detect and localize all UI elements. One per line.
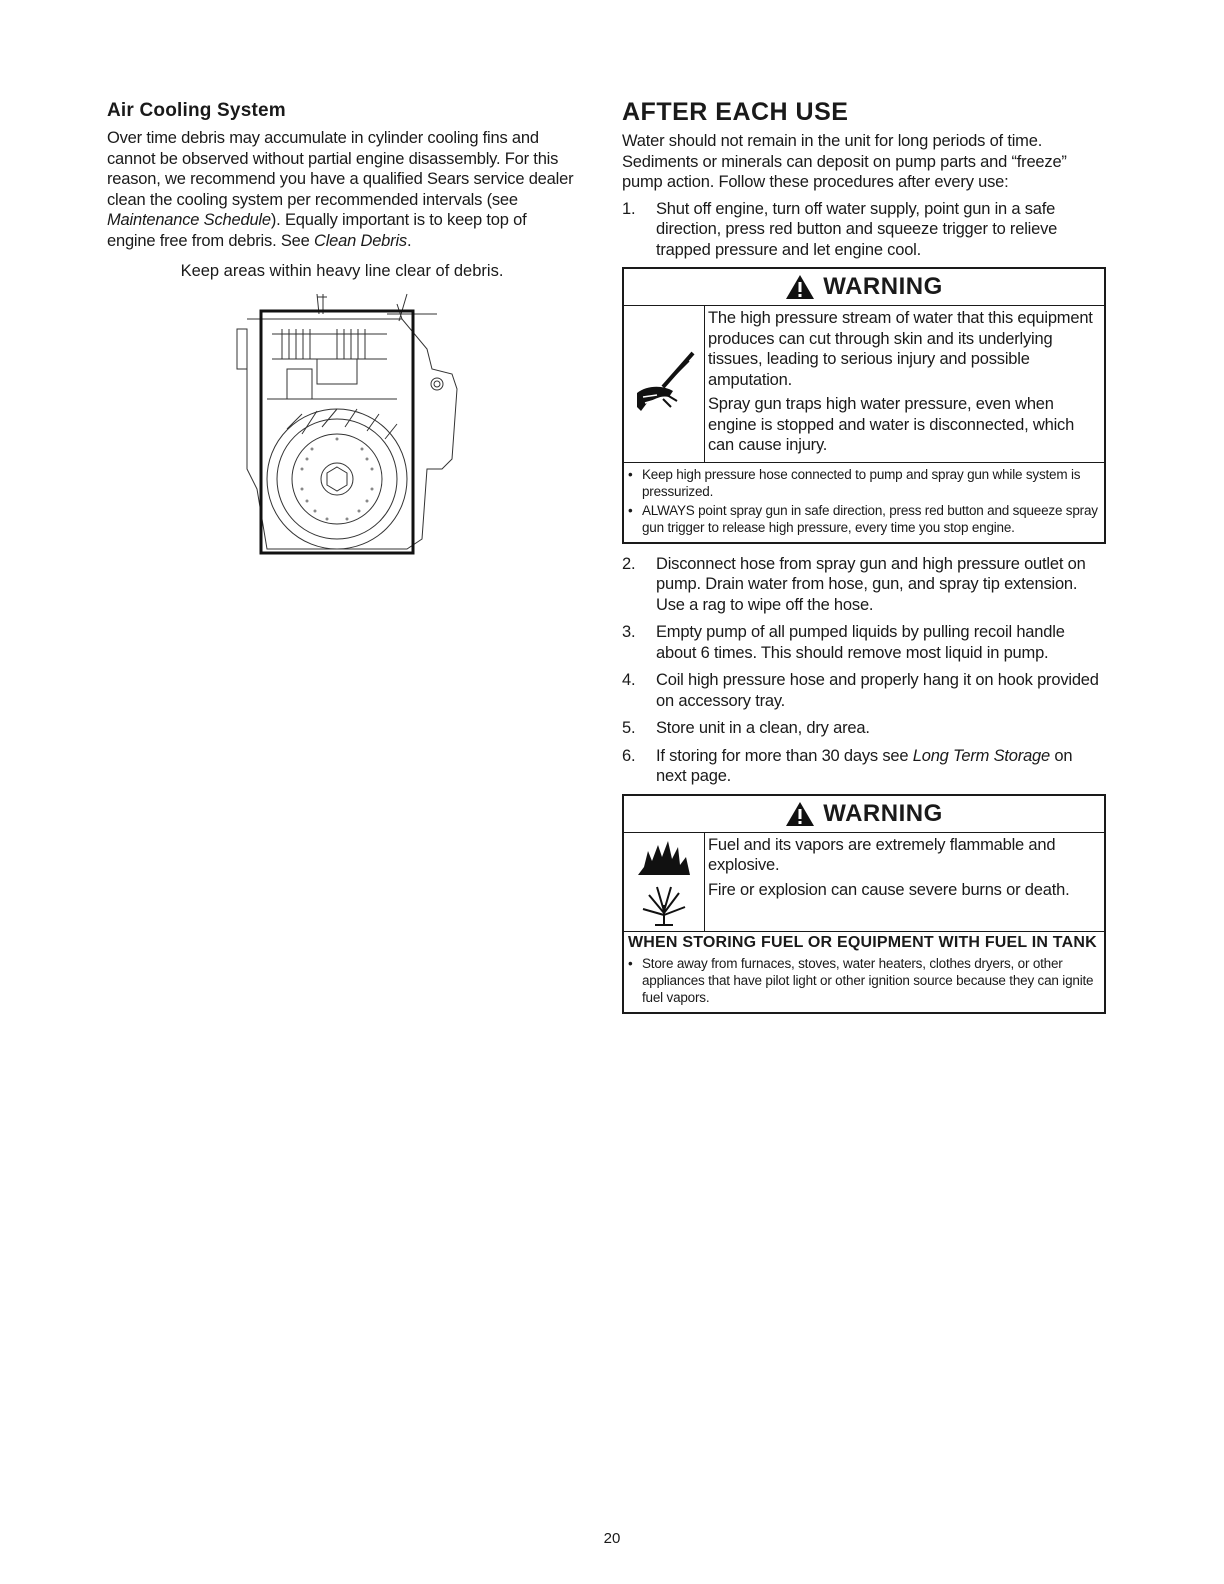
- right-column: [622, 98, 1106, 1024]
- list-item: • Store away from furnaces, stoves, water heaters, clothes dryers, or other appliances that have pilot light or other ignition source because they can ignite fuel vapors.: [628, 955, 1094, 1005]
- warning-text: The high pressure stream of water that this equipment produces can cut through skin and its underlying tissues, leading to serious injury and possible amputation. Spray gun traps high water pressure, even when engine is stopped and water is disconnected, which can cause injury.: [708, 309, 1093, 454]
- warning-box-fuel: [622, 794, 1106, 1014]
- list-item: 2. Disconnect hose from spray gun and high pressure outlet on pump. Drain water from hose, gun, and spray tip extension. Use a rag to wipe off the hose.: [622, 554, 1086, 614]
- steps-list-part1: [622, 199, 1106, 261]
- warning-bullets: [624, 952, 1104, 1012]
- steps-list-part2: [622, 554, 1106, 787]
- list-item: 6. If storing for more than 30 days see Long Term Storage on next page.: [622, 746, 1073, 785]
- warning-header: WARNING: [624, 269, 1104, 306]
- warning-header: WARNING: [624, 796, 1104, 833]
- warning-text: Fuel and its vapors are extremely flammable and explosive. Fire or explosion can cause severe burns or death.: [708, 835, 1070, 899]
- after-each-use-heading: AFTER EACH USE: [622, 98, 849, 126]
- left-column: [107, 100, 577, 559]
- warning-pictogram: [624, 833, 705, 931]
- air-cooling-paragraph: Over time debris may accumulate in cylinder cooling fins and cannot be observed without partial engine disassembly. For this reason, we recommend you have a qualified Sears service dealer clean the cooling system per recommended intervals (see Maintenance Schedule). Equally important is to keep top of engine free from debris. See Clean Debris.: [107, 129, 574, 250]
- engine-illustration: [227, 289, 487, 559]
- warning-subheading: WHEN STORING FUEL OR EQUIPMENT WITH FUEL IN TANK: [628, 933, 1097, 951]
- fire-icon: [634, 837, 694, 877]
- warning-body: [624, 306, 1104, 463]
- list-item: 4. Coil high pressure hose and properly hang it on hook provided on accessory tray.: [622, 671, 1099, 710]
- list-item: 3. Empty pump of all pumped liquids by pulling recoil handle about 6 times. This should remove most liquid in pump.: [622, 623, 1065, 662]
- figure-caption: Keep areas within heavy line clear of debris.: [180, 262, 504, 280]
- list-item: 1. Shut off engine, turn off water supply, point gun in a safe direction, press red button and squeeze trigger to relieve trapped pressure and let engine cool.: [622, 199, 1058, 259]
- warning-box-pressure: [622, 267, 1106, 544]
- list-item: • Keep high pressure hose connected to pump and spray gun while system is pressurized.: [628, 466, 1081, 499]
- warning-triangle-icon: [785, 274, 815, 300]
- warning-pictogram: [624, 306, 705, 462]
- warning-triangle-icon: [785, 801, 815, 827]
- list-item: 5. Store unit in a clean, dry area.: [622, 719, 870, 737]
- air-cooling-heading: Air Cooling System: [107, 100, 286, 121]
- warning-body: [624, 833, 1104, 932]
- list-item: • ALWAYS point spray gun in safe direction, press red button and squeeze spray gun trigger to release high pressure, every time you stop engine.: [628, 502, 1098, 535]
- engine-cooling-diagram: [227, 289, 487, 559]
- page-number: 20: [603, 1530, 621, 1547]
- intro-paragraph: Water should not remain in the unit for long periods of time. Sediments or minerals can deposit on pump parts and “freeze” pump action. Follow these procedures after every use:: [622, 132, 1067, 191]
- warning-bullets: [624, 463, 1104, 542]
- high-pressure-spray-icon: [633, 351, 695, 417]
- explosion-icon: [639, 883, 689, 927]
